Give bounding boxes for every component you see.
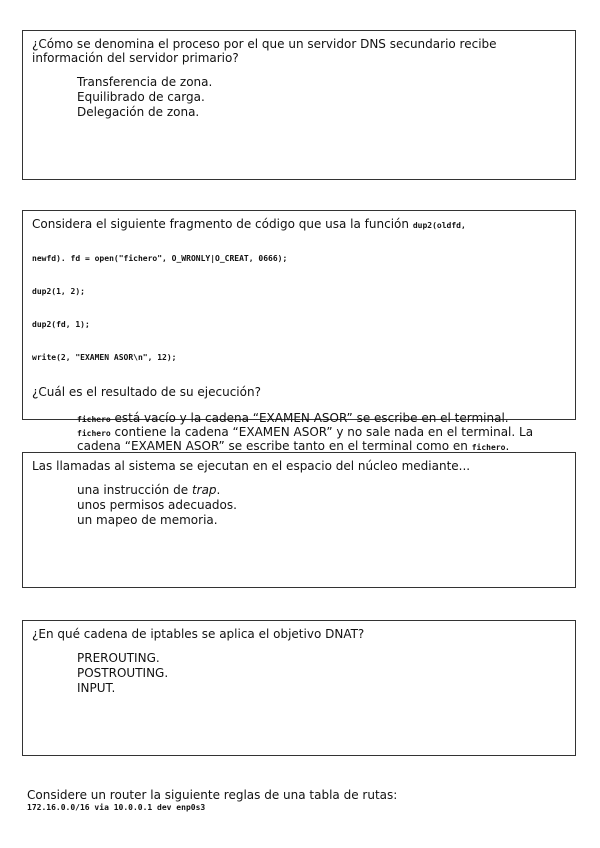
answer-option[interactable]	[77, 425, 566, 453]
question-intro	[32, 217, 566, 231]
fichero-code: fichero	[77, 429, 111, 438]
answer-option[interactable]: Delegación de zona.	[77, 105, 200, 119]
option-text: una instrucción de	[77, 483, 189, 497]
question-box-dns	[22, 30, 576, 180]
question-text: ¿Cómo se denomina el proceso por el que un servidor DNS secundario recibe información del servidor primario?	[32, 37, 497, 65]
answer-option[interactable]: Equilibrado de carga.	[77, 90, 205, 104]
answer-option[interactable]: PREROUTING.	[77, 651, 160, 665]
question-routing	[27, 788, 397, 813]
question-text: ¿Cuál es el resultado de su ejecución?	[32, 385, 261, 399]
answer-option[interactable]: unos permisos adecuados.	[77, 498, 237, 512]
code-line: newfd). fd = open("fichero", O_WRONLY|O_CREAT, 0666);	[32, 254, 288, 263]
question-text: Considere un router la siguiente reglas de una tabla de rutas:	[27, 788, 398, 802]
code-line: dup2(fd, 1);	[32, 320, 90, 329]
answer-option[interactable]: Transferencia de zona.	[77, 75, 213, 89]
answer-options	[77, 411, 566, 453]
code-snippet	[32, 231, 566, 385]
answer-options	[77, 75, 566, 120]
answer-options	[77, 483, 566, 528]
question-text: Las llamadas al sistema se ejecutan en el espacio del núcleo mediante...	[32, 459, 471, 473]
answer-option[interactable]: un mapeo de memoria.	[77, 513, 218, 527]
code-line: dup2(1, 2);	[32, 287, 85, 296]
answer-option[interactable]: INPUT.	[77, 681, 116, 695]
question-box-dup2	[22, 210, 576, 453]
question-intro-text: Considera el siguiente fragmento de código que usa la función	[32, 217, 409, 231]
question-box-iptables	[22, 620, 576, 756]
fichero-code: fichero	[471, 443, 506, 452]
answer-options	[77, 651, 566, 696]
question-text: ¿En qué cadena de iptables se aplica el objetivo DNAT?	[32, 627, 365, 641]
option-text-end: .	[505, 439, 510, 453]
trap-term: trap	[191, 483, 217, 497]
answer-option[interactable]	[77, 411, 566, 425]
option-text: contiene la cadena “EXAMEN ASOR” y no sale nada en el terminal. La cadena “EXAMEN ASOR” se escribe tanto en el terminal como en	[77, 425, 534, 453]
question-box-syscalls	[22, 452, 576, 588]
option-text: está vacío y la cadena “EXAMEN ASOR” se escribe en el terminal.	[114, 411, 509, 425]
option-text-end: .	[216, 483, 221, 497]
code-line: write(2, "EXAMEN ASOR\n", 12);	[32, 353, 177, 362]
answer-option[interactable]	[77, 483, 566, 498]
route-rule-code: 172.16.0.0/16 via 10.0.0.1 dev enp0s3	[27, 803, 206, 812]
fichero-code: fichero	[77, 415, 111, 424]
function-name-code: dup2(oldfd,	[412, 221, 466, 230]
answer-option[interactable]: POSTROUTING.	[77, 666, 169, 680]
